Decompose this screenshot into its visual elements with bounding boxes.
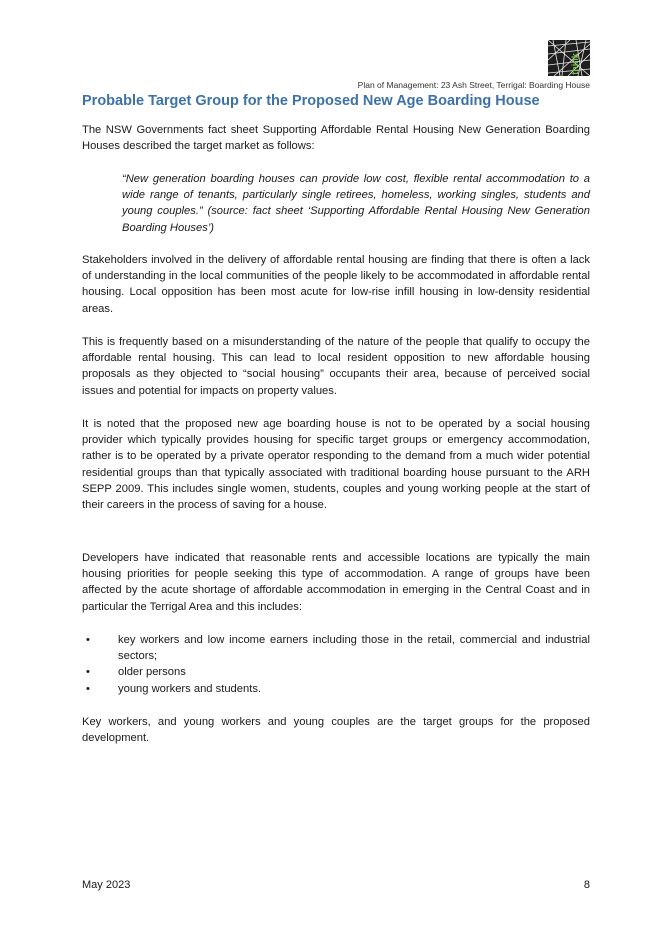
quoted-excerpt: “New generation boarding houses can provide low cost, flexible rental accommodation to a wide range of tenants, particularly single retirees, homeless, working singles, students and young couples.” (source: fact sheet ‘Supporting Affordable Rental Housing New Generation Boarding Houses’) <box>122 173 590 234</box>
list-item: • young workers and students. <box>82 681 590 697</box>
paragraph-developers: Developers have indicated that reasonable rents and accessible locations are typically the main housing priorities for people seeking this type of accommodation. A range of groups have been affected by the acute shortage of affordable accommodation in emerging in the Central Coast and in particular the Terrigal Area and this includes: <box>82 552 590 613</box>
logo-graphic <box>548 40 590 76</box>
think-logo <box>548 40 590 76</box>
page-number: 8 <box>583 879 590 891</box>
logo-wordmark: think <box>570 53 580 75</box>
document-header-label: Plan of Management: 23 Ash Street, Terrigal: Boarding House <box>357 80 590 90</box>
paragraph-operator: It is noted that the proposed new age boarding house is not to be operated by a social housing provider which typically provides housing for specific target groups or emergency accommodation, rather is to be operated by a private operator responding to the demand from a much wider potential residential groups than that typically associated with traditional boarding house pursuant to the ARH SEPP 2009. This includes single women, students, couples and young working people at the start of their careers in the process of saving for a house. <box>82 418 590 512</box>
target-groups-list <box>82 632 590 697</box>
footer-date: May 2023 <box>82 879 131 891</box>
paragraph-misunderstanding: This is frequently based on a misunderstanding of the nature of the people that qualify to occupy the affordable rental housing. This can lead to local resident opposition to new affordable housing proposals as they objected to “social housing” occupants their area, because of perceived social issues and potential for impacts on property values. <box>82 336 590 397</box>
conclusion-paragraph: Key workers, and young workers and young couples are the target groups for the proposed development. <box>82 716 590 745</box>
list-item: • key workers and low income earners including those in the retail, commercial and industrial sectors; <box>82 632 590 664</box>
section-title: Probable Target Group for the Proposed New Age Boarding House <box>82 93 540 109</box>
intro-paragraph: The NSW Governments fact sheet Supporting Affordable Rental Housing New Generation Boarding Houses described the target market as follows: <box>82 124 590 153</box>
list-item: • older persons <box>82 664 590 680</box>
paragraph-stakeholders: Stakeholders involved in the delivery of affordable rental housing are finding that there is often a lack of understanding in the local communities of the people likely to be accommodated in affordable rental housing. Local opposition has been most acute for low-rise infill housing in low-density residential areas. <box>82 254 590 315</box>
